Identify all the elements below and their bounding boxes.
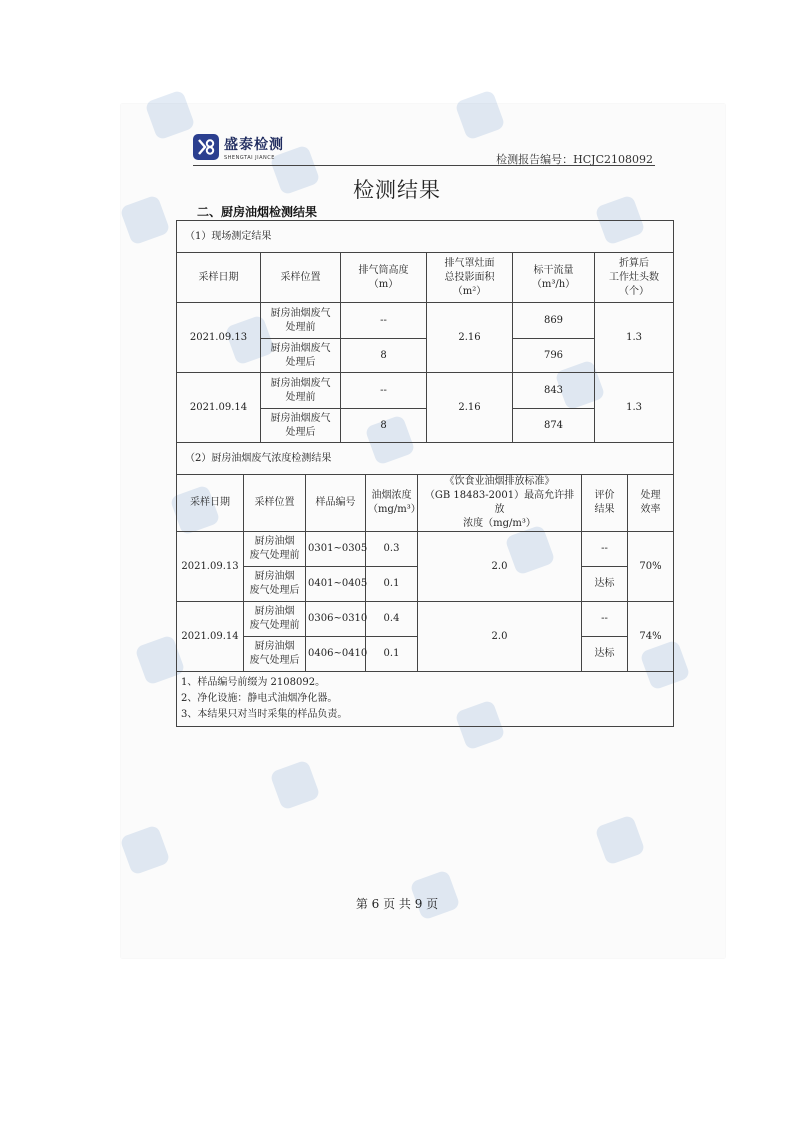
sample-location — [244, 637, 306, 672]
header-line: （m²） — [452, 285, 487, 297]
header-line: 结果 — [594, 504, 615, 515]
evaluation-result: 达标 — [582, 637, 628, 672]
table1-header-flow — [513, 253, 595, 303]
results-table — [176, 220, 673, 727]
location-line: 废气处理后 — [249, 585, 300, 596]
header-line: 处理 — [640, 490, 661, 501]
note-item: 3、本结果只对当时采集的样品负责。 — [181, 709, 348, 720]
table1-caption: （1）现场测定结果 — [177, 221, 674, 253]
location-line: 厨房油烟废气 — [270, 412, 331, 424]
location-line: 废气处理前 — [249, 620, 300, 631]
sample-location — [244, 567, 306, 602]
oil-fume-concentration: 0.1 — [366, 567, 418, 602]
emission-limit: 2.0 — [418, 532, 582, 602]
location-line: 厨房油烟废气 — [270, 307, 331, 319]
table-row — [177, 602, 674, 637]
table2-header-concentration — [366, 475, 421, 532]
company-logo-icon — [193, 134, 219, 160]
table2-header-evaluation — [582, 475, 628, 532]
sample-location — [244, 532, 306, 567]
location-line: 废气处理前 — [249, 550, 300, 561]
table1-header-stoves — [595, 253, 674, 303]
sample-location — [261, 373, 341, 409]
sample-number: 0401~0405 — [306, 567, 366, 602]
report-number-label: 检测报告编号： — [496, 153, 574, 166]
sample-location — [244, 602, 306, 637]
hood-area: 2.16 — [427, 303, 513, 373]
table2-header-sample-no: 样品编号 — [306, 475, 366, 532]
header-line: 工作灶头数 — [609, 271, 660, 283]
table1-header-date: 采样日期 — [177, 253, 261, 303]
sample-location — [261, 409, 341, 443]
section-title: 二、厨房油烟检测结果 — [197, 205, 318, 219]
table2-header-standard — [418, 475, 582, 532]
location-line: 厨房油烟废气 — [270, 342, 331, 354]
location-line: 厨房油烟 — [254, 571, 295, 582]
hood-area: 2.16 — [427, 373, 513, 443]
header-line: 排气罩灶面 — [444, 257, 495, 269]
location-line: 厨房油烟 — [254, 641, 295, 652]
report-number-value: HCJC2108092 — [573, 153, 653, 166]
sample-number: 0406~0410 — [306, 637, 366, 672]
location-line: 厨房油烟 — [254, 606, 295, 617]
dry-flow: 869 — [513, 303, 595, 339]
note-item: 1、样品编号前缀为 2108092。 — [181, 677, 326, 688]
table-row — [177, 303, 674, 339]
table2-caption: （2）厨房油烟废气浓度检测结果 — [177, 443, 674, 475]
sample-location — [261, 303, 341, 339]
location-line: 处理前 — [285, 391, 316, 403]
table2-header-efficiency — [628, 475, 674, 532]
dry-flow: 874 — [513, 409, 595, 443]
dry-flow: 796 — [513, 339, 595, 373]
oil-fume-concentration: 0.4 — [366, 602, 418, 637]
location-line: 处理前 — [285, 321, 316, 333]
header-line: 评价 — [594, 490, 615, 501]
brand-block — [224, 134, 284, 161]
dry-flow: 843 — [513, 373, 595, 409]
location-line: 废气处理后 — [249, 655, 300, 666]
sample-date: 2021.09.13 — [177, 532, 244, 602]
sample-date: 2021.09.13 — [177, 303, 261, 373]
header-line: （m） — [368, 278, 399, 290]
header-line: 排气筒高度 — [358, 264, 409, 276]
table-row — [177, 373, 674, 409]
stack-height: -- — [341, 303, 427, 339]
header-line: 总投影面积 — [444, 271, 495, 283]
header-line: （GB 18483-2001）最高允许排放 — [424, 490, 575, 515]
header-line: 标干流量 — [533, 264, 574, 276]
stack-height: 8 — [341, 409, 427, 443]
location-line: 厨房油烟废气 — [270, 377, 331, 389]
stove-count: 1.3 — [595, 373, 674, 443]
brand-name-en: SHENGTAI JIANCE — [224, 155, 275, 161]
stack-height: -- — [341, 373, 427, 409]
evaluation-result: -- — [582, 602, 628, 637]
table1-header-area — [427, 253, 513, 303]
location-line: 厨房油烟 — [254, 536, 295, 547]
table1-header-height — [341, 253, 427, 303]
location-line: 处理后 — [285, 426, 316, 438]
emission-limit: 2.0 — [418, 602, 582, 672]
table1-header-row — [177, 253, 674, 303]
header-line: 《饮食业油烟排放标准》 — [444, 476, 555, 487]
stove-count: 1.3 — [595, 303, 674, 373]
sample-number: 0306~0310 — [306, 602, 366, 637]
notes-row — [177, 672, 674, 727]
oil-fume-concentration: 0.3 — [366, 532, 418, 567]
header-line: 浓度（mg/m³） — [463, 518, 536, 529]
treatment-efficiency: 70% — [628, 532, 674, 602]
notes — [177, 672, 674, 727]
sample-date: 2021.09.14 — [177, 602, 244, 672]
evaluation-result: 达标 — [582, 567, 628, 602]
brand-name-cn: 盛泰检测 — [224, 137, 284, 153]
header-line: 油烟浓度 — [371, 490, 412, 501]
oil-fume-concentration: 0.1 — [366, 637, 418, 672]
sample-number: 0301~0305 — [306, 532, 366, 567]
page-number: 第 6 页 共 9 页 — [355, 897, 439, 911]
table2-header-date: 采样日期 — [177, 475, 244, 532]
header-line: （m³/h） — [531, 278, 576, 290]
page-title: 检测结果 — [353, 178, 441, 202]
header-divider — [193, 165, 655, 166]
sample-location — [261, 339, 341, 373]
stack-height: 8 — [341, 339, 427, 373]
table-row — [177, 532, 674, 567]
header-line: （个） — [619, 285, 650, 297]
sample-date: 2021.09.14 — [177, 373, 261, 443]
note-item: 2、净化设施：静电式油烟净化器。 — [181, 693, 338, 704]
header-line: 折算后 — [619, 257, 650, 269]
table1-header-location: 采样位置 — [261, 253, 341, 303]
treatment-efficiency: 74% — [628, 602, 674, 672]
header-line: 效率 — [640, 504, 661, 515]
table2-header-row — [177, 475, 674, 532]
table2-header-location: 采样位置 — [244, 475, 306, 532]
location-line: 处理后 — [285, 356, 316, 368]
header-line: （mg/m³） — [368, 504, 421, 515]
evaluation-result: -- — [582, 532, 628, 567]
